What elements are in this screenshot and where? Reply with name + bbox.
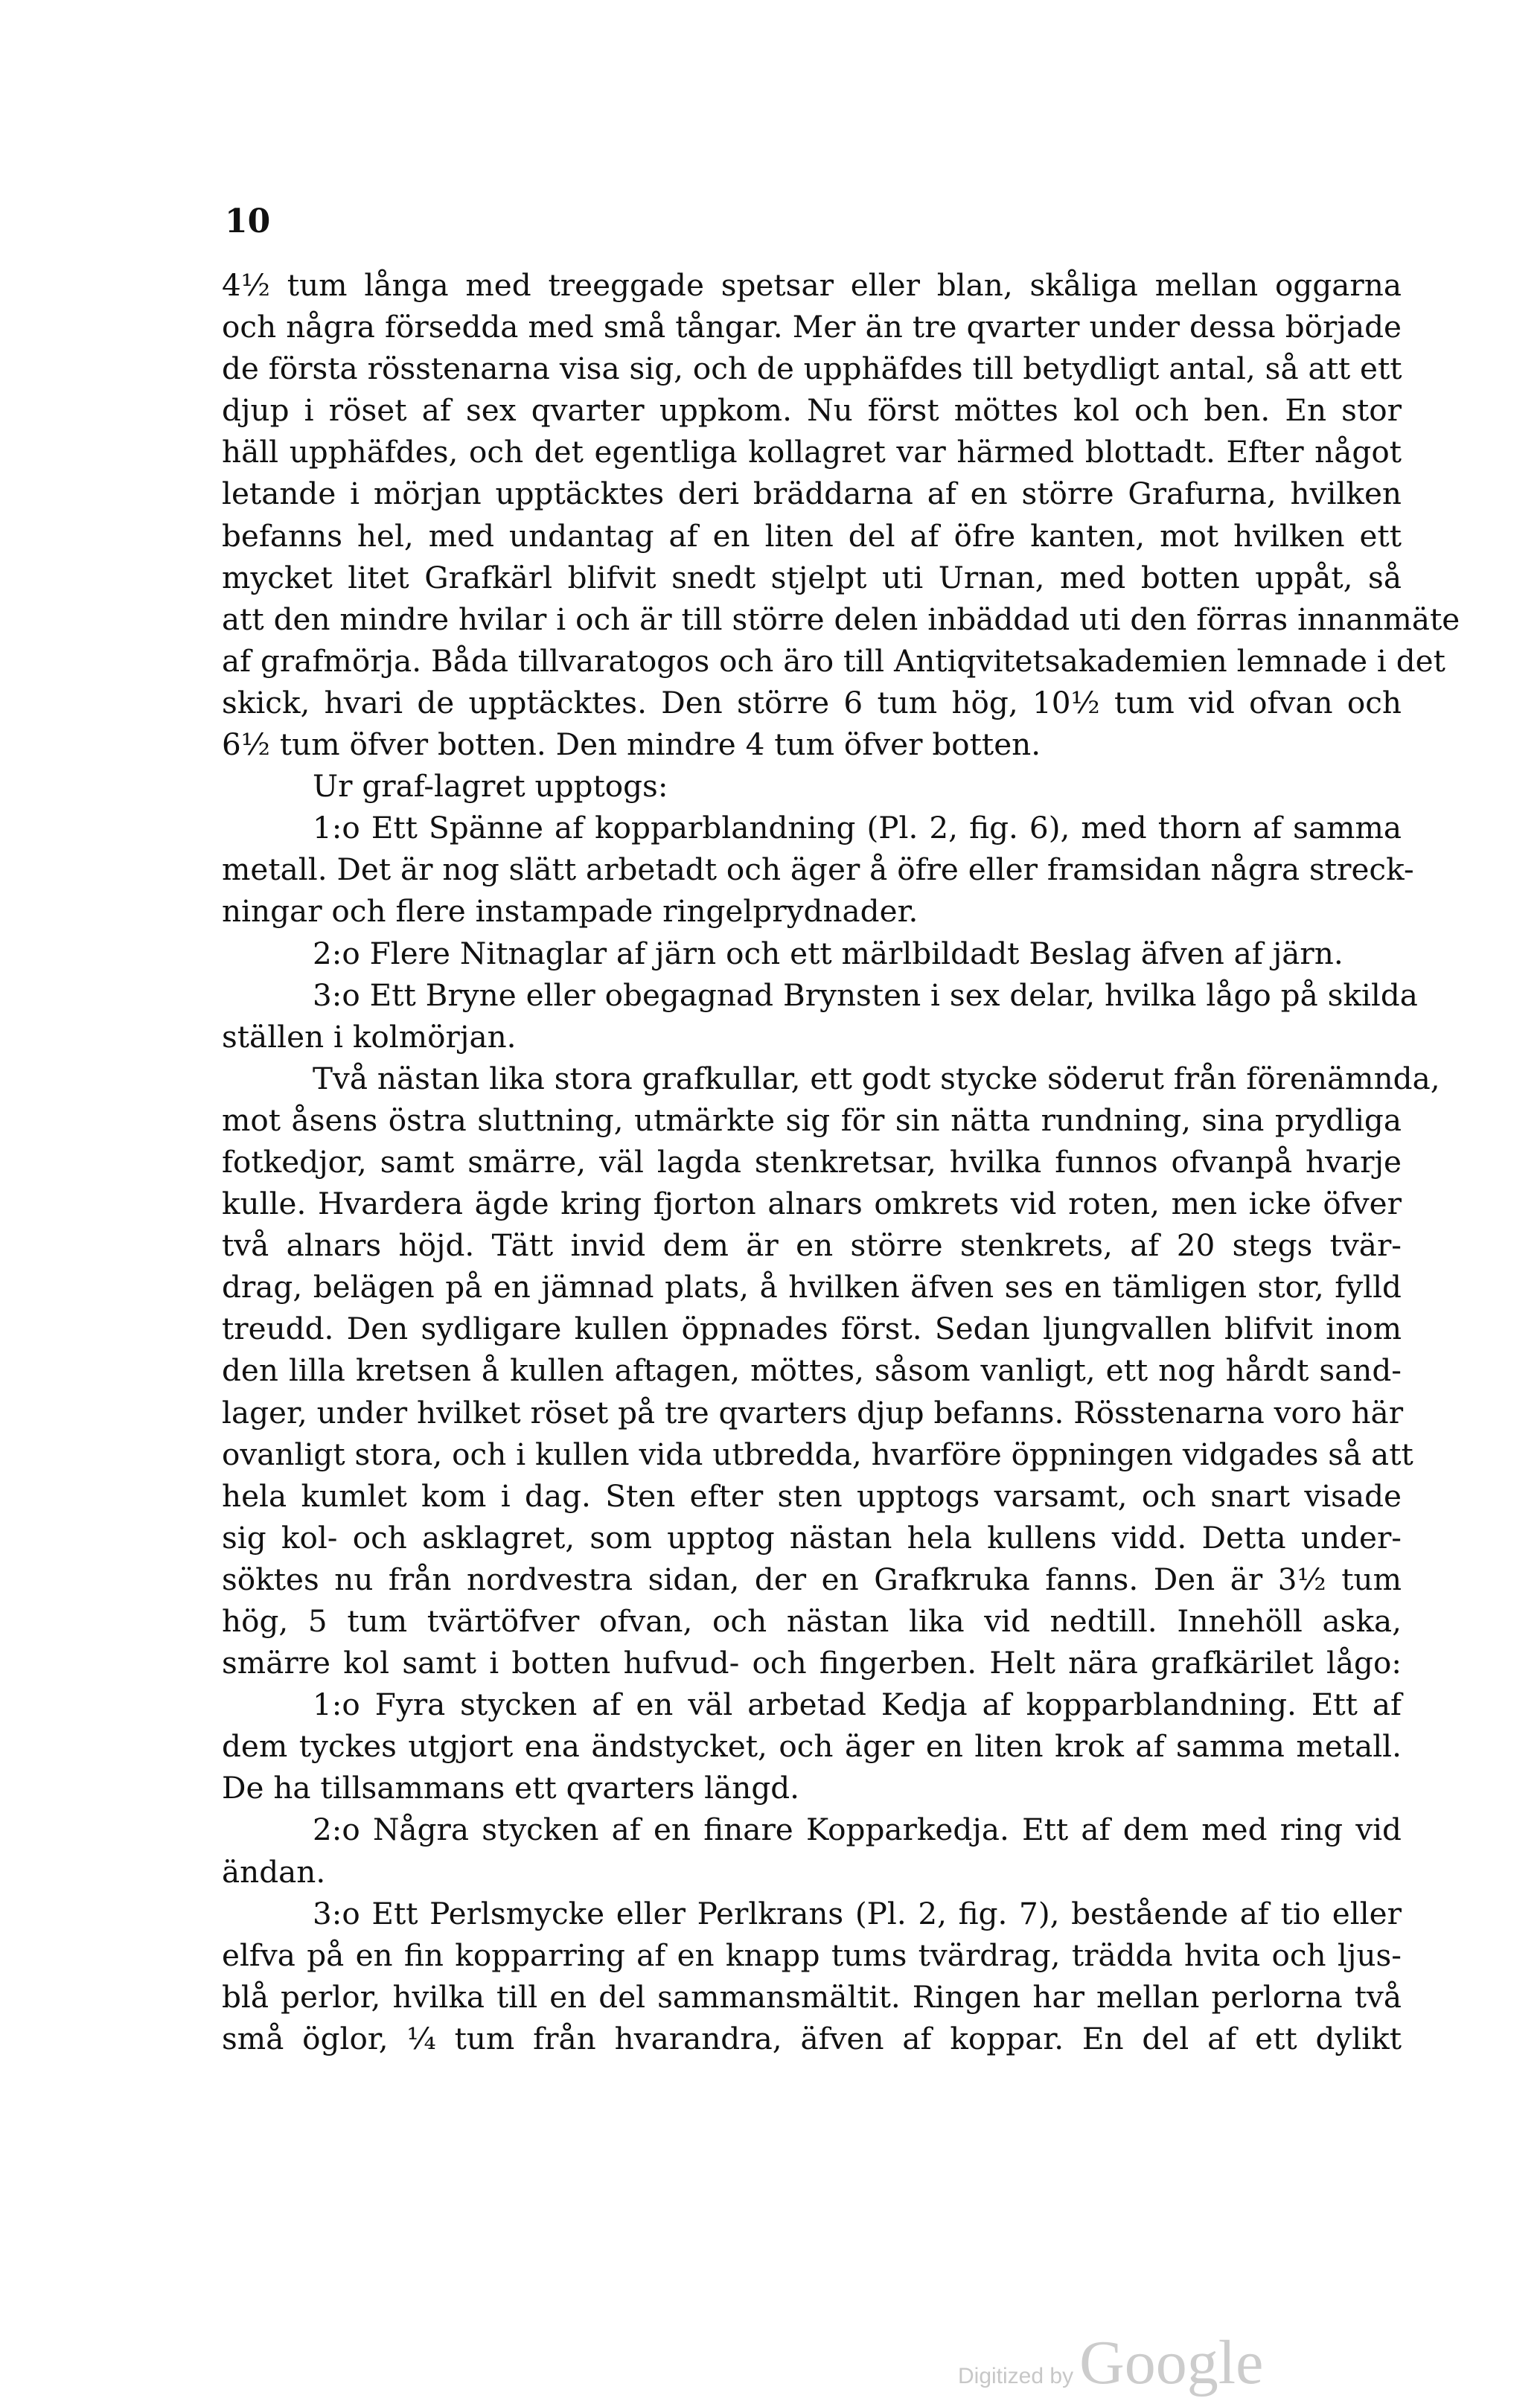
text-line: 1:o Fyra stycken af en väl arbetad Kedja af kopparblandning. Ett af [313, 1687, 1402, 1723]
watermark-prefix: Digitized by [958, 2364, 1074, 2388]
text-line: ovanligt stora, och i kullen vida utbredda, hvarföre öppningen vidgades så att [222, 1436, 1413, 1472]
text-line: och några försedda med små tångar. Mer än tre qvarter under dessa började [222, 309, 1402, 345]
text-line: 2:o Några stycken af en finare Kopparkedja. Ett af dem med ring vid [313, 1812, 1402, 1848]
watermark-logo: Google [1079, 2328, 1264, 2397]
text-line: hög, 5 tum tvärtöfver ofvan, och nästan lika vid nedtill. Innehöll aska, [222, 1603, 1402, 1639]
text-line: befanns hel, med undantag af en liten del af öfre kanten, mot hvilken ett [222, 517, 1402, 554]
text-line: metall. Det är nog slätt arbetadt och äger å öfre eller framsidan några streck- [222, 851, 1414, 888]
text-line: kulle. Hvardera ägde kring fjorton alnars omkrets vid roten, men icke öfver [222, 1186, 1402, 1222]
text-line: af grafmörja. Båda tillvaratogos och äro till Antiqvitetsakademien lemnade i det [222, 642, 1445, 679]
text-line: att den mindre hvilar i och är till större delen inbäddad uti den förras innanmäte [222, 601, 1460, 637]
text-line: elfva på en fin kopparring af en knapp tums tvärdrag, trädda hvita och ljus- [222, 1937, 1402, 1973]
text-line: smärre kol samt i botten hufvud- och fingerben. Helt nära grafkärilet lågo: [222, 1645, 1402, 1681]
text-line: sig kol- och asklagret, som upptog nästan hela kullens vidd. Detta under- [222, 1519, 1402, 1556]
text-line: 3:o Ett Perlsmycke eller Perlkrans (Pl. 2, fig. 7), bestående af tio eller [313, 1895, 1402, 1931]
text-line: djup i röset af sex qvarter uppkom. Nu först möttes kol och ben. En stor [222, 392, 1402, 429]
text-line: ändan. [222, 1853, 326, 1890]
text-line: två alnars höjd. Tätt invid dem är en större stenkrets, af 20 stegs tvär- [222, 1227, 1402, 1264]
text-line: ställen i kolmörjan. [222, 1018, 517, 1055]
text-line: mot åsens östra sluttning, utmärkte sig för sin nätta rundning, sina prydliga [222, 1102, 1402, 1138]
text-line: ningar och flere instampade ringelprydnader. [222, 893, 918, 930]
text-line: 3:o Ett Bryne eller obegagnad Brynsten i sex delar, hvilka lågo på skilda [313, 976, 1418, 1013]
text-line: söktes nu från nordvestra sidan, der en Grafkruka fanns. Den är 3½ tum [222, 1561, 1402, 1597]
text-line: blå perlor, hvilka till en del sammansmältit. Ringen har mellan perlorna två [222, 1978, 1402, 2015]
text-line: hela kumlet kom i dag. Sten efter sten upptogs varsamt, och snart visade [222, 1477, 1402, 1514]
text-line: De ha tillsammans ett qvarters längd. [222, 1770, 800, 1806]
text-line: häll upphäfdes, och det egentliga kollagret var härmed blottadt. Efter något [222, 434, 1402, 470]
text-line: dem tyckes utgjort ena ändstycket, och äger en liten krok af samma metall. [222, 1728, 1402, 1765]
text-line: 2:o Flere Nitnaglar af järn och ett märlbildadt Beslag äfven af järn. [313, 935, 1343, 971]
text-line: de första rösstenarna visa sig, och de upphäfdes till betydligt antal, så att ett [222, 351, 1402, 387]
text-line: fotkedjor, samt smärre, väl lagda stenkretsar, hvilka funnos ofvanpå hvarje [222, 1143, 1402, 1180]
text-line: den lilla kretsen å kullen aftagen, möttes, såsom vanligt, ett nog hårdt sand- [222, 1352, 1402, 1389]
text-line: små öglor, ¼ tum från hvarandra, äfven af koppar. En del af ett dylikt [222, 2020, 1402, 2056]
text-line: drag, belägen på en jämnad plats, å hvilken äfven ses en tämligen stor, fylld [222, 1269, 1402, 1305]
page-number: 10 [225, 202, 271, 240]
text-line: Två nästan lika stora grafkullar, ett godt stycke söderut från förenämnda, [313, 1060, 1440, 1096]
text-line: letande i mörjan upptäcktes deri bräddarna af en större Grafurna, hvilken [222, 476, 1402, 512]
text-line: 6½ tum öfver botten. Den mindre 4 tum öfver botten. [222, 726, 1041, 763]
text-line: 1:o Ett Spänne af kopparblandning (Pl. 2, fig. 6), med thorn af samma [313, 810, 1402, 846]
body-text [222, 264, 1460, 2059]
text-line: Ur graf-lagret upptogs: [313, 768, 668, 805]
text-line: treudd. Den sydligare kullen öppnades först. Sedan ljungvallen blifvit inom [222, 1311, 1402, 1347]
text-line: mycket litet Grafkärl blifvit snedt stjelpt uti Urnan, med botten uppåt, så [222, 559, 1402, 595]
text-line: 4½ tum långa med treeggade spetsar eller blan, skåliga mellan oggarna [222, 267, 1402, 303]
text-line: lager, under hvilket röset på tre qvarters djup befanns. Rösstenarna voro här [222, 1394, 1404, 1431]
digitized-watermark [958, 2327, 1263, 2399]
text-line: skick, hvari de upptäcktes. Den större 6 tum hög, 10½ tum vid ofvan och [222, 684, 1402, 720]
